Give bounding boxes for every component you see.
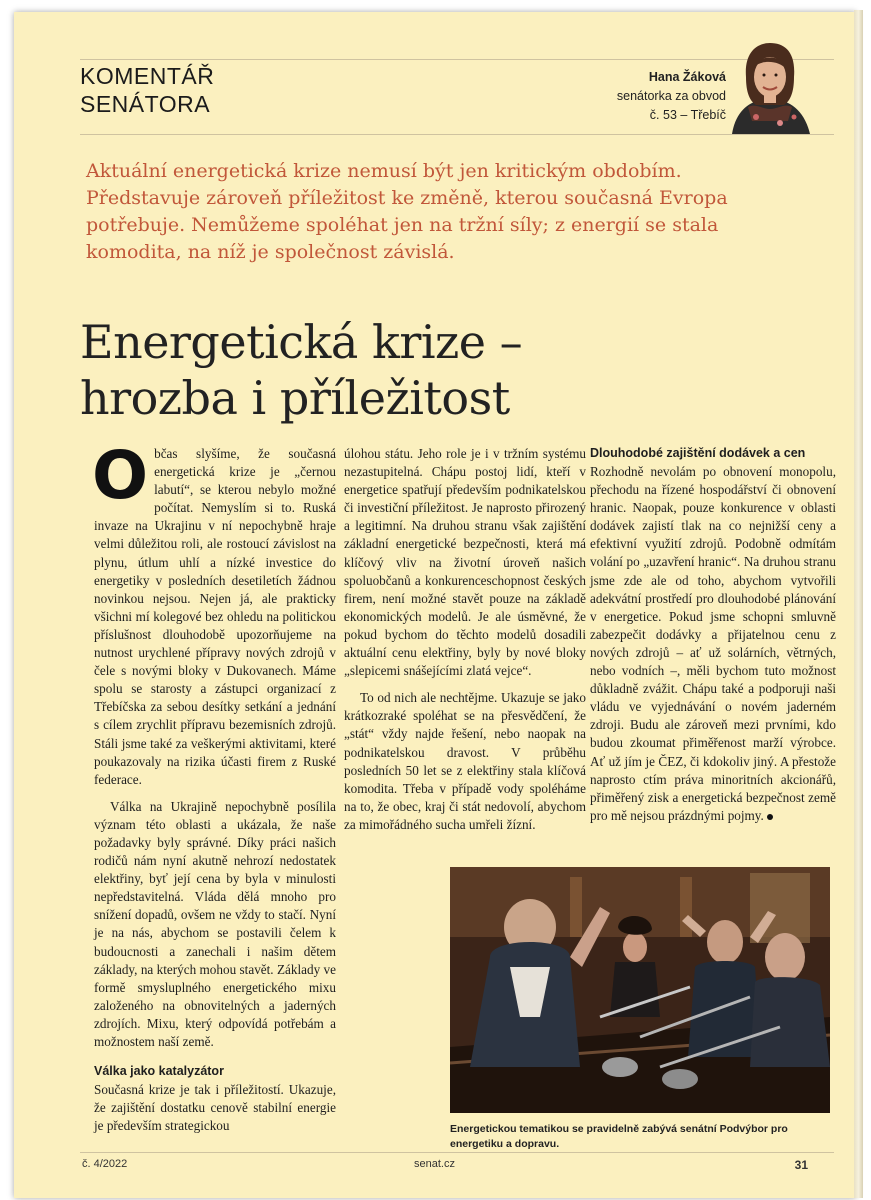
column-3 xyxy=(590,445,836,834)
kicker-line-1: KOMENTÁŘ xyxy=(80,63,215,89)
lede-paragraph: Aktuální energetická krize nemusí být jen kritickým obdobím. Představuje zároveň příležitost ke změně, kterou současná Evropa potřebuje. Nemůžeme spoléhat jen na tržní síly; z energií se stala komodita, na níž je společnost závislá. xyxy=(86,160,728,263)
paragraph-text: Rozhodně nevolám po obnovení monopolu, přechodu na řízené hospodářství či obnovení hranic. Naopak, pouze konkurence v oblasti dodávek zajistí tlak na co nejnižší ceny a efektivní využití zdrojů. Podobně odmítám volání po „uzavření hranic“. Na druhou stranu jsme zde ale od toho, abychom vytvořili adekvátní prostředí pro dlouhodobé plánování v energetice. Pokud jsme schopni smluvně zabezpečit dodávky a přijatelnou cenu z nových zdrojů – ať už solárních, větrných, nebo vodních –, měli bychom tuto možnost důkladně zvážit. Chápu také a podporuji naši vládu ve vyjednávání o novém jaderném zdroji. Budu ale zároveň mezi prvními, kdo budou zkoumat přiměřenost marží výrobce. Ať už jím je ČEZ, či kdokoliv jiný. A přestože naprosto ctím práva minoritních akcionářů, přiměřený zisk a energetická bezpečnost země pro mě nejsou prázdnými pojmy. xyxy=(590,464,836,823)
subheading: Válka jako katalyzátor xyxy=(94,1064,224,1079)
page-edge xyxy=(854,10,863,1198)
footer-rule xyxy=(80,1152,834,1153)
author-portrait-icon xyxy=(722,37,818,134)
paragraph xyxy=(590,463,836,825)
subheading: Dlouhodobé zajištění dodávek a cen xyxy=(590,446,806,460)
paragraph: Současná krize je tak i příležitostí. Ukazuje, že zajištění dostatku cenově stabilní energie je především strategickou xyxy=(94,1082,336,1134)
paragraph-text: bčas slyšíme, že současná energetická krize je „černou labutí“, se kterou nebylo možné počítat. Nemyslím si to. Ruská invaze na Ukrajinu v ní nepochybně hraje velmi důležitou roli, ale rostoucí závislost na plynu, útlum uhlí a nízké investice do energetiky v posledních desetiletích žádnou novinkou nejsou. Nejen já, ale prakticky všichni mí kolegové bez ohledu na politickou příslušnost dlouhodobě upozorňujeme na nutnost urychlené přípravy nových zdrojů v čele s novými bloky v Dukovanech. Máme spolu se starosty a zástupci organizací z Třebíčska za sebou desítky setkání a jednání s cílem zrychlit přípravu bezemisních zdrojů. Stáli jsme také za veškerými aktivitami, které poukazovaly na rizika účasti firem z Ruské federace. xyxy=(94,446,336,787)
footer-issue: č. 4/2022 xyxy=(82,1158,128,1170)
footer-site: senat.cz xyxy=(414,1158,455,1170)
page-number: 31 xyxy=(794,1158,808,1172)
paragraph: Válka na Ukrajině nepochybně posílila význam této oblasti a ukázala, že naše požadavky byly správné. Díky práci našich rodičů nám nyní akutně nehrozí nedostatek elektřiny, byť její cena by byla v minulosti nepředstavitelná. Vláda dělá mnoho pro snížení dopadů, ovšem ne vždy to stačí. Nyní je na nás, abychom se postavili čelem k budoucnosti a zanechali i našim dětem základy, na kterých mohou stavět. Základy ve formě smysluplného energetického mixu založeného na obnovitelných a jaderných zdrojích. Mixu, který odpovídá potřebám a možnostem naší země. xyxy=(94,798,336,1049)
section-kicker xyxy=(80,62,360,118)
column-2 xyxy=(344,445,586,843)
kicker-line-2: SENÁTORA xyxy=(80,91,211,117)
headline-line-2: hrozba i příležitost xyxy=(80,371,510,425)
kicker-underline xyxy=(80,134,834,135)
top-rule xyxy=(80,59,834,60)
author-name: Hana Žáková xyxy=(648,70,726,84)
headline-line-1: Energetická krize – xyxy=(80,315,523,369)
article-headline xyxy=(80,314,800,426)
column-1 xyxy=(92,437,336,1144)
meeting-photo-icon xyxy=(450,867,830,1113)
photo-caption: Energetickou tematikou se pravidelně zabývá senátní Podvýbor pro energetiku a dopravu. xyxy=(450,1123,788,1150)
paragraph xyxy=(92,437,336,789)
paragraph: úlohou státu. Jeho role je i v tržním systému nezastupitelná. Chápu postoj lidí, kteří v energetice spatřují především podnikatelskou či investiční příležitost. Je naprosto přirozený a legitimní. Na druhou stranu však zajištění základní energetické bezpečnosti, která má klíčový vliv na životní úroveň našich spoluobčanů a konkurenceschopnost českých firem, není možné stavět pouze na základě ekonomických modelů. Je ale úsměvné, že pokud bychom do těchto modelů dosadili aktuální cenu elektřiny, byly by nové bloky „slepicemi snášejícími zlatá vejce“. xyxy=(344,446,586,679)
paragraph: To od nich ale nechtějme. Ukazuje se jako krátkozraké spoléhat se na přesvědčení, že „stát“ vždy najde řešení, nebo naopak na podnikatelskou dravost. V průběhu posledních 50 let se z elektřiny stala klíčová komodita. Třeba v případě vody spoléháme na to, že obec, kraj či stát nedovolí, abychom za mimořádného sucha umřeli žízní. xyxy=(344,690,586,832)
author-block xyxy=(617,68,726,125)
end-mark-icon xyxy=(767,814,773,820)
author-district: č. 53 – Třebíč xyxy=(649,108,726,122)
author-role: senátorka za obvod xyxy=(616,89,726,103)
magazine-page xyxy=(14,12,856,1198)
drop-cap: O xyxy=(92,437,149,514)
